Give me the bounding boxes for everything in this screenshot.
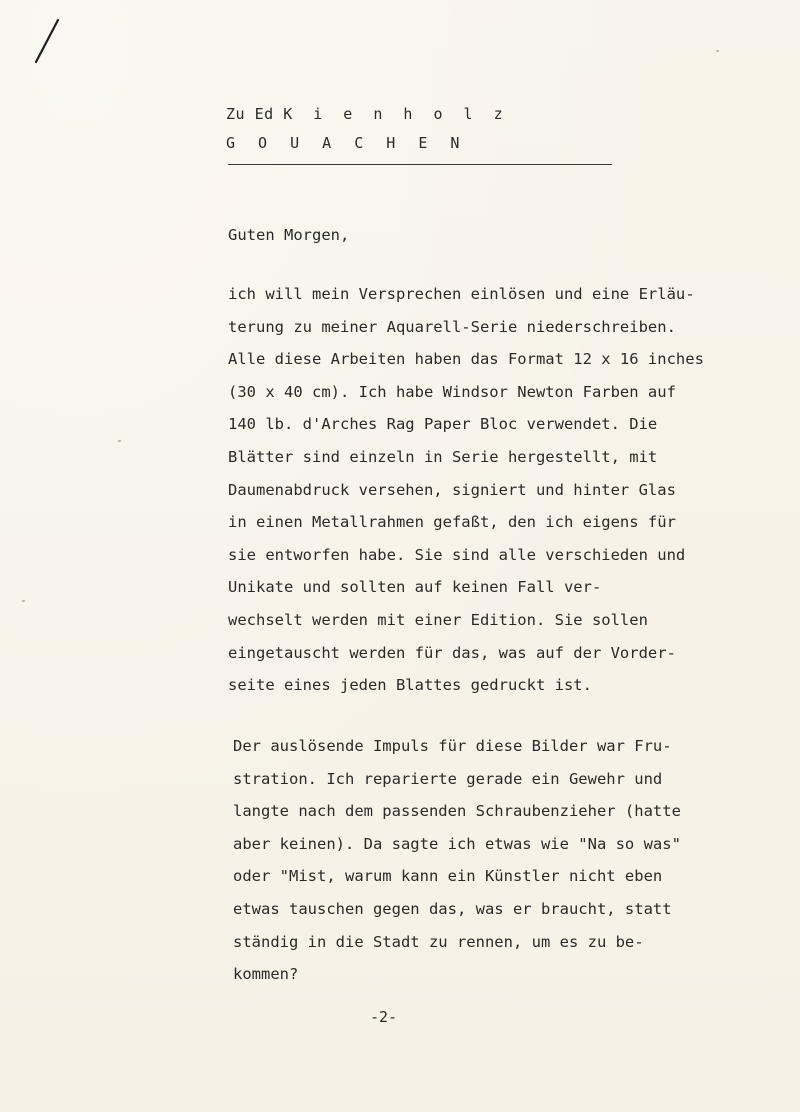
header-prefix: Zu Ed xyxy=(226,105,274,123)
header-artist-name: K i e n h o l z xyxy=(283,105,509,123)
paper-speck xyxy=(118,440,121,442)
text-line: langte nach dem passenden Schraubenzieher (hatte xyxy=(233,802,681,821)
text-line: Der auslösende Impuls für diese Bilder war Fru- xyxy=(233,737,672,755)
paragraph-2 xyxy=(233,730,681,991)
text-line: wechselt werden mit einer Edition. Sie sollen xyxy=(228,610,648,629)
text-line: kommen? xyxy=(233,965,299,984)
document-header xyxy=(226,104,509,124)
text-line: Daumenabdruck versehen, signiert und hinter Glas xyxy=(228,480,676,499)
paper-speck xyxy=(716,50,719,52)
text-line: Alle diese Arbeiten haben das Format 12 x 16 inches xyxy=(228,350,704,369)
text-line: 140 lb. d'Arches Rag Paper Bloc verwendet. Die xyxy=(228,415,658,434)
pen-stroke-mark xyxy=(30,18,90,66)
paragraph-1 xyxy=(228,278,704,702)
text-line: stration. Ich reparierte gerade ein Gewehr und xyxy=(233,769,663,788)
text-line: sie entworfen habe. Sie sind alle verschieden und xyxy=(228,545,686,564)
text-line: Blätter sind einzeln in Serie hergestellt, mit xyxy=(228,447,658,466)
text-line: Unikate und sollten auf keinen Fall ver- xyxy=(228,578,602,597)
text-line: aber keinen). Da sagte ich etwas wie "Na so was" xyxy=(233,834,681,853)
header-rule xyxy=(228,164,612,165)
text-line: ich will mein Versprechen einlösen und eine Erläu- xyxy=(228,285,695,303)
header-title: G O U A C H E N xyxy=(226,134,467,152)
text-line: oder "Mist, warum kann ein Künstler nicht eben xyxy=(233,867,663,886)
text-line: in einen Metallrahmen gefaßt, den ich eigens für xyxy=(228,513,676,532)
text-line: terung zu meiner Aquarell-Serie niederschreiben. xyxy=(228,317,676,336)
greeting: Guten Morgen, xyxy=(228,226,350,244)
paper-speck xyxy=(22,600,25,602)
text-line: eingetauscht werden für das, was auf der Vorder- xyxy=(228,643,676,662)
text-line: seite eines jeden Blattes gedruckt ist. xyxy=(228,676,592,695)
page-number: -2- xyxy=(370,1008,398,1026)
text-line: ständig in die Stadt zu rennen, um es zu be- xyxy=(233,932,644,951)
text-line: etwas tauschen gegen das, was er braucht, statt xyxy=(233,899,672,918)
text-line: (30 x 40 cm). Ich habe Windsor Newton Farben auf xyxy=(228,382,676,401)
